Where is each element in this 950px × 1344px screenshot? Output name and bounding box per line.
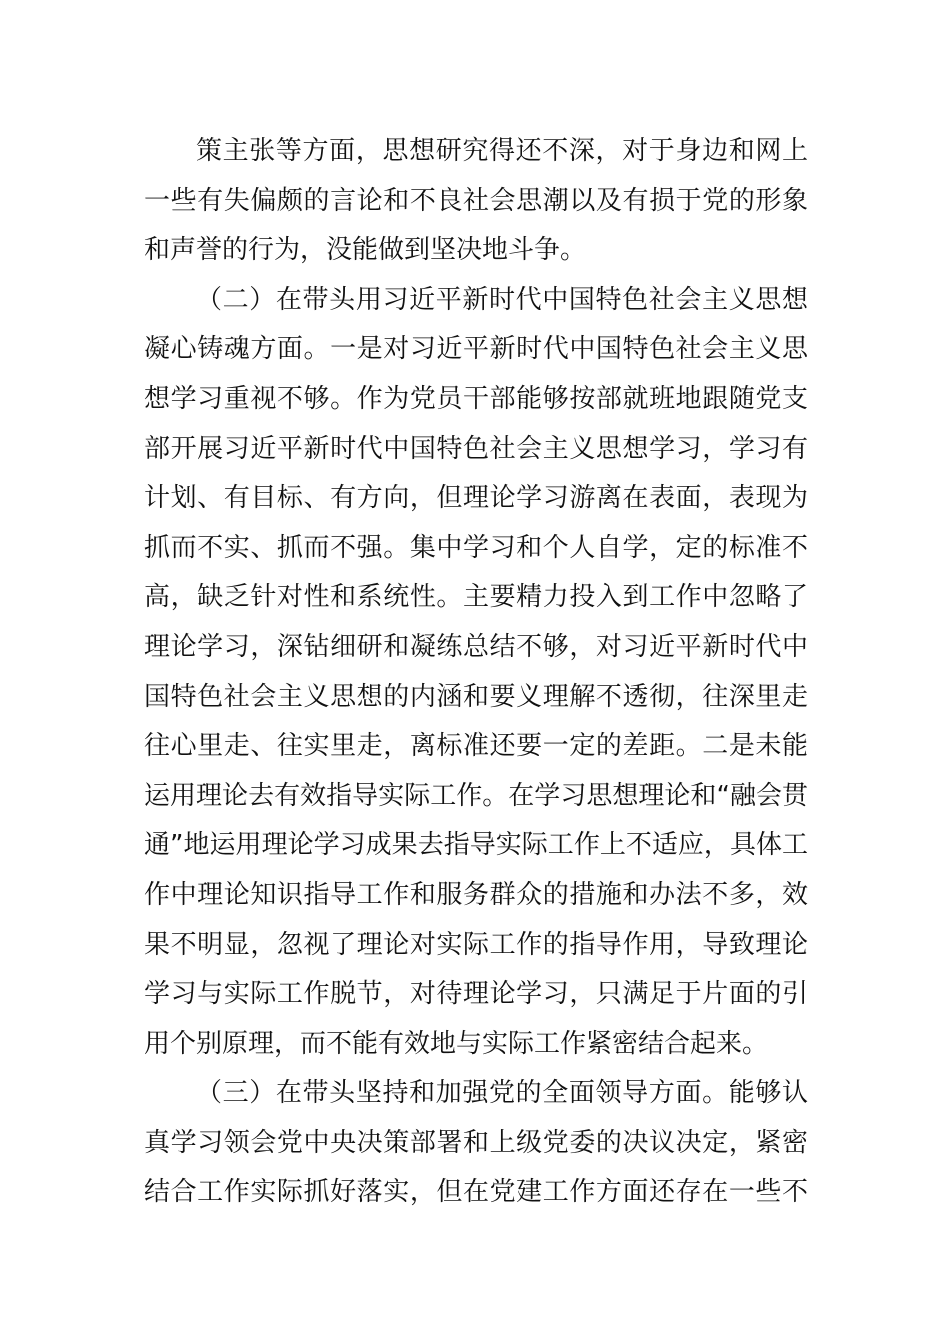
text-line: （二）在带头用习近平新时代中国特色社会主义思想 (196, 284, 808, 315)
text-line: 高，缺乏针对性和系统性。主要精力投入到工作中忽略了 (144, 582, 808, 613)
text-line: 凝心铸魂方面。一是对习近平新时代中国特色社会主义思 (144, 334, 808, 365)
text-line: 结合工作实际抓好落实，但在党建工作方面还存在一些不 (144, 1177, 808, 1208)
text-line: 想学习重视不够。作为党员干部能够按部就班地跟随党支 (144, 383, 808, 414)
text-line: 部开展习近平新时代中国特色社会主义思想学习，学习有 (144, 433, 808, 464)
text-line: 真学习领会党中央决策部署和上级党委的决议决定，紧密 (144, 1127, 808, 1158)
text-line: 策主张等方面，思想研究得还不深，对于身边和网上 (196, 136, 808, 166)
text-line: 国特色社会主义思想的内涵和要义理解不透彻，往深里走 (144, 681, 808, 712)
text-line: 用个别原理，而不能有效地与实际工作紧密结合起来。 (144, 1028, 769, 1059)
text-line: 计划、有目标、有方向，但理论学习游离在表面，表现为 (144, 483, 808, 514)
text-line: 作中理论知识指导工作和服务群众的措施和办法不多，效 (144, 879, 808, 910)
text-line: 通”地运用理论学习成果去指导实际工作上不适应，具体工 (144, 830, 808, 861)
text-line: 一些有失偏颇的言论和不良社会思潮以及有损于党的形象 (144, 185, 808, 216)
document-body (144, 127, 808, 1218)
text-line: 往心里走、往实里走，离标准还要一定的差距。二是未能 (144, 731, 808, 762)
text-line: 抓而不实、抓而不强。集中学习和个人自学，定的标准不 (144, 532, 808, 563)
text-line: 果不明显，忽视了理论对实际工作的指导作用，导致理论 (144, 929, 808, 960)
text-line: 和声誉的行为，没能做到坚决地斗争。 (144, 235, 587, 266)
text-line: 运用理论去有效指导实际工作。在学习思想理论和“融会贯 (144, 780, 808, 811)
text-line: 学习与实际工作脱节，对待理论学习，只满足于片面的引 (144, 979, 808, 1010)
text-line: 理论学习，深钻细研和凝练总结不够，对习近平新时代中 (144, 631, 808, 662)
text-line: （三）在带头坚持和加强党的全面领导方面。能够认 (196, 1078, 808, 1109)
